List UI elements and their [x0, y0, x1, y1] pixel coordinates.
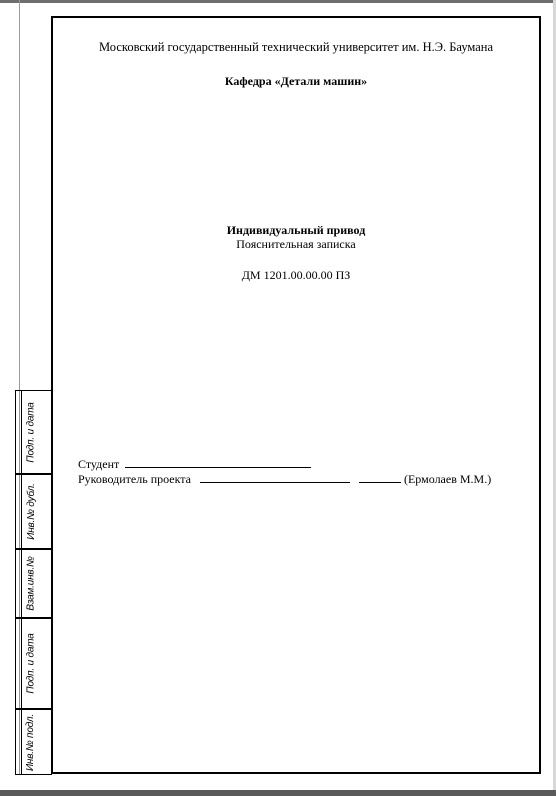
supervisor-line [78, 471, 491, 487]
document-code: ДМ 1201.00.00.00 ПЗ [241, 268, 351, 282]
side-stamp-replacement-inventory [24, 550, 38, 616]
sheet-frame [51, 16, 541, 774]
work-title: Индивидуальный привод [226, 223, 366, 237]
top-border [0, 0, 556, 3]
side-stamp-label: Подп. и дата [25, 632, 37, 694]
side-stamp-signature-date-2 [24, 619, 38, 707]
work-subtitle: Пояснительная записка [236, 237, 356, 251]
student-line [78, 456, 311, 472]
side-stamp-original-inventory [24, 710, 38, 774]
student-signature-field [125, 456, 311, 468]
side-stamp-label: Инв.№ подл. [25, 713, 37, 771]
supervisor-label: Руководитель проекта [78, 472, 191, 486]
department-name: Кафедра «Детали машин» [224, 74, 368, 88]
side-stamp-duplicate-inventory [24, 475, 38, 547]
student-label: Студент [78, 457, 120, 471]
supervisor-name: (Ермолаев М.М.) [403, 472, 492, 486]
bottom-border [0, 790, 556, 796]
side-stamp-signature-date-1 [24, 392, 38, 472]
university-name: Московский государственный технический университет им. Н.Э. Баумана [98, 40, 494, 54]
supervisor-signature-field [200, 471, 350, 483]
side-stamp-label: Инв.№ дубл. [25, 482, 37, 540]
side-stamp-column-divider [21, 390, 22, 775]
supervisor-date-field [359, 471, 401, 483]
side-stamp-label: Подп. и дата [25, 401, 37, 463]
side-stamp-label: Взам.инв.№ [25, 555, 37, 611]
